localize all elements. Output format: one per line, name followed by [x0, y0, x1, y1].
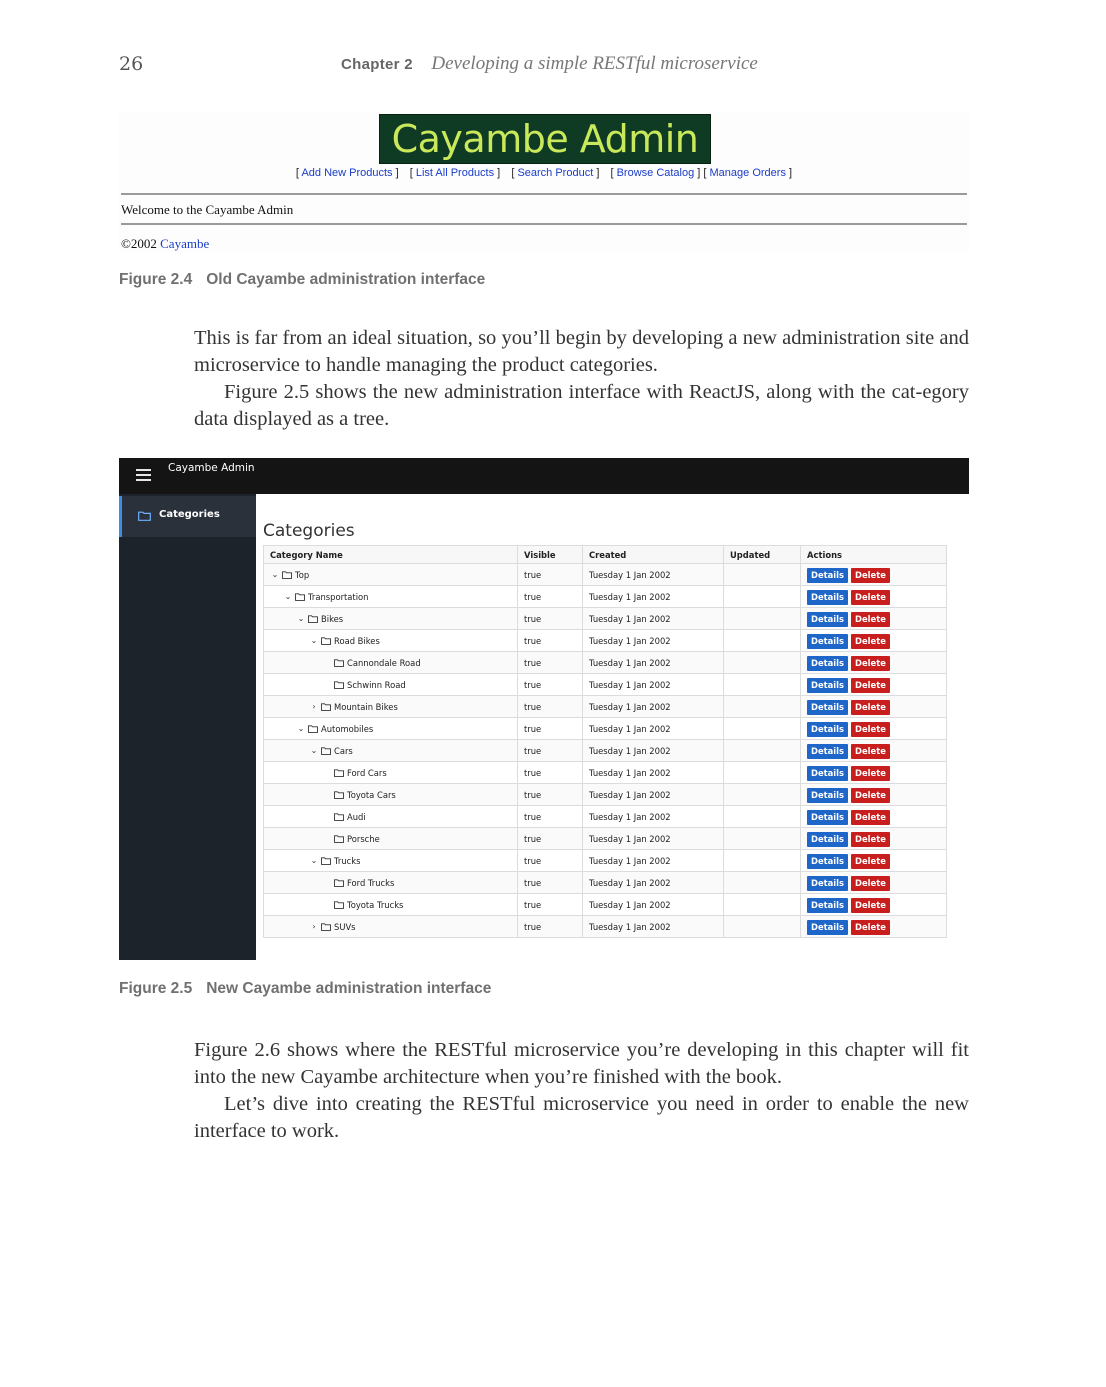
figure-caption-text: Old Cayambe administration interface [206, 271, 486, 288]
table-row [264, 828, 947, 850]
figure-number: Figure 2.4 [119, 271, 193, 288]
category-name-cell [264, 718, 518, 740]
visible-cell: true [518, 718, 583, 740]
table-row [264, 850, 947, 872]
details-button[interactable]: Details [807, 788, 848, 803]
table-row [264, 586, 947, 608]
details-button[interactable]: Details [807, 656, 848, 671]
folder-icon [334, 813, 344, 821]
chevron-down-icon[interactable]: ⌄ [297, 724, 305, 733]
delete-button[interactable]: Delete [851, 568, 890, 583]
created-cell: Tuesday 1 Jan 2002 [583, 674, 724, 696]
table-row [264, 674, 947, 696]
delete-button[interactable]: Delete [851, 832, 890, 847]
sidebar-item-categories[interactable] [119, 496, 256, 537]
visible-cell: true [518, 630, 583, 652]
paragraph: This is far from an ideal situation, so you’ll begin by developing a new administration site and microservice to handle managing the product categories. [194, 327, 969, 376]
delete-button[interactable]: Delete [851, 810, 890, 825]
visible-cell: true [518, 564, 583, 586]
updated-cell [724, 740, 801, 762]
paragraph: Figure 2.5 shows the new administration interface with ReactJS, along with the cat-egory data displayed as a tree. [194, 381, 969, 430]
visible-cell: true [518, 828, 583, 850]
delete-button[interactable]: Delete [851, 898, 890, 913]
old-admin-copyright [121, 236, 209, 252]
main-content [256, 494, 969, 960]
actions-cell [801, 630, 947, 652]
actions-cell [801, 564, 947, 586]
table-row [264, 806, 947, 828]
category-name-cell [264, 564, 518, 586]
created-cell: Tuesday 1 Jan 2002 [583, 784, 724, 806]
actions-cell [801, 762, 947, 784]
hamburger-menu-icon[interactable] [136, 469, 151, 481]
category-name: Mountain Bikes [334, 701, 398, 712]
delete-button[interactable]: Delete [851, 656, 890, 671]
actions-cell [801, 652, 947, 674]
folder-icon [334, 791, 344, 799]
chapter-title: Developing a simple RESTful microservice [431, 53, 758, 74]
app-title: Cayambe Admin [168, 462, 255, 474]
actions-cell [801, 828, 947, 850]
details-button[interactable]: Details [807, 920, 848, 935]
folder-icon [321, 703, 331, 711]
created-cell: Tuesday 1 Jan 2002 [583, 916, 724, 938]
folder-icon [334, 835, 344, 843]
tree-node [270, 768, 511, 778]
created-cell: Tuesday 1 Jan 2002 [583, 828, 724, 850]
actions-cell [801, 740, 947, 762]
chevron-down-icon[interactable]: ⌄ [297, 614, 305, 623]
visible-cell: true [518, 762, 583, 784]
page-number: 26 [119, 53, 144, 75]
category-name-cell [264, 630, 518, 652]
details-button[interactable]: Details [807, 590, 848, 605]
folder-icon [334, 681, 344, 689]
table-row [264, 608, 947, 630]
tree-node [270, 614, 511, 624]
tree-node [270, 636, 511, 646]
delete-button[interactable]: Delete [851, 876, 890, 891]
copyright-text: ©2002 [121, 236, 157, 251]
updated-cell [724, 564, 801, 586]
category-name-cell [264, 850, 518, 872]
delete-button[interactable]: Delete [851, 634, 890, 649]
delete-button[interactable]: Delete [851, 678, 890, 693]
actions-cell [801, 718, 947, 740]
category-name-cell [264, 608, 518, 630]
chevron-right-icon[interactable]: › [312, 702, 316, 711]
delete-button[interactable]: Delete [851, 920, 890, 935]
created-cell: Tuesday 1 Jan 2002 [583, 894, 724, 916]
updated-cell [724, 850, 801, 872]
visible-cell: true [518, 916, 583, 938]
chevron-down-icon[interactable]: ⌄ [271, 570, 279, 579]
category-name: SUVs [334, 921, 356, 932]
divider [121, 193, 967, 195]
visible-cell: true [518, 872, 583, 894]
delete-button[interactable]: Delete [851, 766, 890, 781]
category-name-cell [264, 674, 518, 696]
column-header-actions: Actions [801, 546, 947, 564]
actions-cell [801, 674, 947, 696]
updated-cell [724, 586, 801, 608]
delete-button[interactable]: Delete [851, 700, 890, 715]
actions-cell [801, 608, 947, 630]
created-cell: Tuesday 1 Jan 2002 [583, 652, 724, 674]
figure-2-5-caption [119, 980, 491, 998]
figure-2-4-caption [119, 271, 485, 289]
created-cell: Tuesday 1 Jan 2002 [583, 696, 724, 718]
actions-cell [801, 850, 947, 872]
tree-node [270, 680, 511, 690]
delete-button[interactable]: Delete [851, 722, 890, 737]
old-admin-welcome: Welcome to the Cayambe Admin [121, 202, 294, 217]
figure-caption-text: New Cayambe administration interface [206, 980, 492, 997]
category-name: Road Bikes [334, 635, 380, 646]
category-name: Cars [334, 745, 353, 756]
delete-button[interactable]: Delete [851, 788, 890, 803]
table-row [264, 784, 947, 806]
nav-browse-catalog[interactable]: Browse Catalog [616, 167, 695, 179]
folder-icon [138, 511, 151, 521]
category-name-cell [264, 652, 518, 674]
created-cell: Tuesday 1 Jan 2002 [583, 564, 724, 586]
category-name-cell [264, 916, 518, 938]
details-button[interactable]: Details [807, 634, 848, 649]
actions-cell [801, 806, 947, 828]
table-row [264, 564, 947, 586]
updated-cell [724, 916, 801, 938]
updated-cell [724, 806, 801, 828]
created-cell: Tuesday 1 Jan 2002 [583, 630, 724, 652]
updated-cell [724, 630, 801, 652]
tree-node [270, 922, 511, 932]
new-admin-screenshot [119, 458, 969, 960]
categories-table [263, 545, 947, 938]
category-name: Ford Trucks [347, 877, 395, 888]
created-cell: Tuesday 1 Jan 2002 [583, 586, 724, 608]
created-cell: Tuesday 1 Jan 2002 [583, 872, 724, 894]
chevron-right-icon[interactable]: › [312, 922, 316, 931]
folder-icon [321, 857, 331, 865]
category-name: Porsche [347, 833, 380, 844]
category-name: Top [295, 569, 310, 580]
table-row [264, 762, 947, 784]
category-name: Schwinn Road [347, 679, 406, 690]
paragraph: Let’s dive into creating the RESTful microservice you need in order to enable the new interface to work. [194, 1093, 969, 1142]
visible-cell: true [518, 674, 583, 696]
category-name: Transportation [308, 591, 369, 602]
updated-cell [724, 762, 801, 784]
tree-node [270, 592, 511, 602]
category-name: Toyota Trucks [347, 899, 404, 910]
category-name-cell [264, 894, 518, 916]
folder-icon [334, 769, 344, 777]
table-row [264, 916, 947, 938]
created-cell: Tuesday 1 Jan 2002 [583, 806, 724, 828]
category-name-cell [264, 784, 518, 806]
nav-add-new-products[interactable]: Add New Products [301, 167, 393, 179]
category-name: Automobiles [321, 723, 374, 734]
actions-cell [801, 586, 947, 608]
tree-node [270, 570, 511, 580]
updated-cell [724, 784, 801, 806]
folder-icon [282, 571, 292, 579]
actions-cell [801, 784, 947, 806]
category-name: Audi [347, 811, 366, 822]
column-header-created: Created [583, 546, 724, 564]
figure-number: Figure 2.5 [119, 980, 193, 997]
tree-node [270, 856, 511, 866]
created-cell: Tuesday 1 Jan 2002 [583, 850, 724, 872]
created-cell: Tuesday 1 Jan 2002 [583, 608, 724, 630]
created-cell: Tuesday 1 Jan 2002 [583, 718, 724, 740]
details-button[interactable]: Details [807, 876, 848, 891]
delete-button[interactable]: Delete [851, 854, 890, 869]
category-name: Bikes [321, 613, 344, 624]
chevron-down-icon[interactable]: ⌄ [284, 592, 292, 601]
category-name-cell [264, 828, 518, 850]
chevron-down-icon[interactable]: ⌄ [310, 856, 318, 865]
folder-icon [321, 637, 331, 645]
updated-cell [724, 652, 801, 674]
updated-cell [724, 718, 801, 740]
table-header-row [264, 546, 947, 564]
nav-search-product[interactable]: Search Product [517, 167, 594, 179]
details-button[interactable]: Details [807, 832, 848, 847]
old-admin-logo: Cayambe Admin [379, 114, 711, 164]
created-cell: Tuesday 1 Jan 2002 [583, 740, 724, 762]
table-row [264, 740, 947, 762]
visible-cell: true [518, 740, 583, 762]
old-admin-screenshot [119, 112, 969, 252]
delete-button[interactable]: Delete [851, 744, 890, 759]
details-button[interactable]: Details [807, 700, 848, 715]
old-admin-nav: [ Add New Products ] [ List All Products ] [ Search Product ] [ Browse Catalog ] [ Manage Orders ] [295, 167, 793, 179]
category-name-cell [264, 872, 518, 894]
visible-cell: true [518, 586, 583, 608]
table-row [264, 696, 947, 718]
running-head [341, 53, 758, 75]
updated-cell [724, 894, 801, 916]
created-cell: Tuesday 1 Jan 2002 [583, 762, 724, 784]
table-row [264, 718, 947, 740]
details-button[interactable]: Details [807, 766, 848, 781]
chapter-label: Chapter 2 [341, 56, 413, 73]
tree-node [270, 790, 511, 800]
chevron-down-icon[interactable]: ⌄ [310, 636, 318, 645]
updated-cell [724, 608, 801, 630]
updated-cell [724, 872, 801, 894]
details-button[interactable]: Details [807, 678, 848, 693]
copyright-link[interactable]: Cayambe [160, 236, 210, 251]
body-paragraph-2 [194, 1037, 969, 1145]
tree-node [270, 812, 511, 822]
visible-cell: true [518, 850, 583, 872]
category-name: Cannondale Road [347, 657, 421, 668]
folder-icon [308, 725, 318, 733]
details-button[interactable]: Details [807, 722, 848, 737]
column-header-category-name: Category Name [264, 546, 518, 564]
tree-node [270, 658, 511, 668]
table-row [264, 894, 947, 916]
category-name-cell [264, 806, 518, 828]
table-row [264, 630, 947, 652]
folder-icon [321, 747, 331, 755]
delete-button[interactable]: Delete [851, 612, 890, 627]
category-name: Toyota Cars [347, 789, 396, 800]
column-header-updated: Updated [724, 546, 801, 564]
actions-cell [801, 894, 947, 916]
visible-cell: true [518, 894, 583, 916]
details-button[interactable]: Details [807, 854, 848, 869]
tree-node [270, 834, 511, 844]
visible-cell: true [518, 696, 583, 718]
actions-cell [801, 696, 947, 718]
folder-icon [308, 615, 318, 623]
tree-node [270, 724, 511, 734]
actions-cell [801, 916, 947, 938]
tree-node [270, 702, 511, 712]
category-name: Trucks [334, 855, 361, 866]
category-name: Ford Cars [347, 767, 387, 778]
chevron-down-icon[interactable]: ⌄ [310, 746, 318, 755]
table-row [264, 652, 947, 674]
folder-icon [321, 923, 331, 931]
top-bar [119, 458, 969, 494]
details-button[interactable]: Details [807, 810, 848, 825]
updated-cell [724, 674, 801, 696]
folder-icon [295, 593, 305, 601]
body-paragraph-1 [194, 325, 969, 433]
folder-icon [334, 879, 344, 887]
category-name-cell [264, 586, 518, 608]
nav-manage-orders[interactable]: Manage Orders [709, 167, 786, 179]
details-button[interactable]: Details [807, 744, 848, 759]
details-button[interactable]: Details [807, 568, 848, 583]
divider [121, 223, 967, 225]
sidebar [119, 494, 256, 960]
category-name-cell [264, 696, 518, 718]
visible-cell: true [518, 784, 583, 806]
visible-cell: true [518, 652, 583, 674]
folder-icon [334, 659, 344, 667]
paragraph: Figure 2.6 shows where the RESTful microservice you’re developing in this chapter will fit into the new Cayambe architecture when you’re finished with the book. [194, 1039, 969, 1088]
tree-node [270, 746, 511, 756]
folder-icon [334, 901, 344, 909]
nav-list-all-products[interactable]: List All Products [415, 167, 495, 179]
updated-cell [724, 828, 801, 850]
page-title: Categories [263, 521, 355, 541]
updated-cell [724, 696, 801, 718]
visible-cell: true [518, 806, 583, 828]
tree-node [270, 900, 511, 910]
details-button[interactable]: Details [807, 612, 848, 627]
table-row [264, 872, 947, 894]
category-name-cell [264, 762, 518, 784]
details-button[interactable]: Details [807, 898, 848, 913]
visible-cell: true [518, 608, 583, 630]
sidebar-item-label: Categories [159, 509, 220, 520]
category-name-cell [264, 740, 518, 762]
delete-button[interactable]: Delete [851, 590, 890, 605]
actions-cell [801, 872, 947, 894]
column-header-visible: Visible [518, 546, 583, 564]
tree-node [270, 878, 511, 888]
